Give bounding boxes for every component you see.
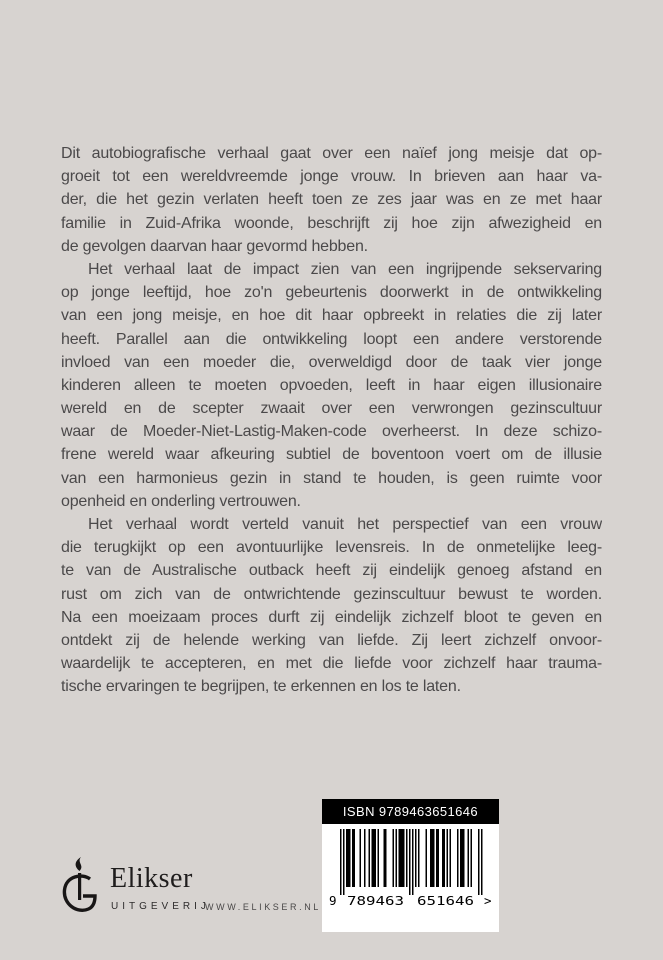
blurb-line: kinderen alleen te moeten opvoeden, leeft in haar eigen illusionaire [61, 376, 602, 394]
barcode-first-digit: 9 [328, 893, 337, 908]
blurb-line: Het verhaal laat de impact zien van een ingrijpende sekservaring [88, 260, 602, 278]
blurb-line: rust om zich van de ontwrichtende gezinscultuur bewust te worden. [61, 585, 602, 603]
blurb-line: te van de Australische outback heeft zij eindelijk genoeg afstand en [61, 562, 602, 580]
blurb-line: Na een moeizaam proces durft zij eindelijk zichzelf bloot te geven en [61, 608, 602, 626]
blurb-line: op jonge leeftijd, hoe zo'n gebeurtenis doorwerkt in de ontwikkeling [61, 284, 602, 302]
blurb-line: waar de Moeder-Niet-Lastig-Maken-code overheerst. In deze schizo- [61, 423, 602, 441]
blurb-line: frene wereld waar afkeuring subtiel de boventoon voert om de illusie [61, 446, 602, 464]
barcode-left-group: 789463 [346, 893, 404, 908]
blurb-line: familie in Zuid-Afrika woonde, beschrijft zij hoe zijn afwezigheid en [61, 214, 602, 232]
isbn-block [322, 799, 499, 932]
publisher-name: Elikser [110, 863, 193, 894]
barcode-trail-char: > [483, 893, 492, 908]
blurb-line: van een jong meisje, en hoe dit haar opbreekt in relaties die zij later [61, 307, 602, 325]
blurb-line: van een harmonieus gezin in stand te houden, is geen ruimte voor [61, 469, 602, 487]
blurb-line: groeit tot een wereldvreemde jonge vrouw. In brieven aan haar va- [61, 168, 602, 186]
blurb-line: waardelijk te accepteren, en met die liefde voor zichzelf haar trauma- [61, 655, 602, 673]
blurb-line: de gevolgen daarvan haar gevormd hebben. [61, 237, 368, 255]
ean13-barcode [326, 829, 496, 909]
barcode-right-group: 651646 [416, 893, 474, 908]
blurb-line: Het verhaal wordt verteld vanuit het perspectief van een vrouw [88, 516, 602, 533]
publisher-logo-icon [57, 856, 103, 916]
blurb-line: openheid en onderling vertrouwen. [61, 492, 301, 510]
publisher-website: WWW.ELIKSER.NL [205, 902, 321, 912]
blurb-line: tische ervaringen te begrijpen, te erkennen en los te laten. [61, 678, 461, 696]
blurb-line: invloed van een moeder die, overweldigd door de taak vier jonge [61, 353, 602, 371]
barcode-area [322, 824, 499, 909]
blurb [61, 142, 602, 699]
blurb-line: heeft. Parallel aan die ontwikkeling loopt een andere verstorende [61, 330, 602, 348]
blurb-line: die terugkijkt op een avontuurlijke levensreis. In de onmetelijke leeg- [61, 539, 602, 557]
blurb-line: wereld en de scepter zwaait over een verwrongen gezinscultuur [61, 400, 602, 418]
flame-icon [76, 857, 82, 871]
blurb-line: Dit autobiografische verhaal gaat over een naïef jong meisje dat op- [61, 145, 602, 162]
blurb-line: ontdekt zij de helende werking van liefde. Zij leert zichzelf onvoor- [61, 631, 602, 649]
publisher-type: UITGEVERIJ [111, 901, 210, 912]
blurb-line: der, die het gezin verlaten heeft toen ze zes jaar was en ze met haar [61, 191, 602, 209]
isbn-header: ISBN 9789463651646 [322, 799, 499, 824]
